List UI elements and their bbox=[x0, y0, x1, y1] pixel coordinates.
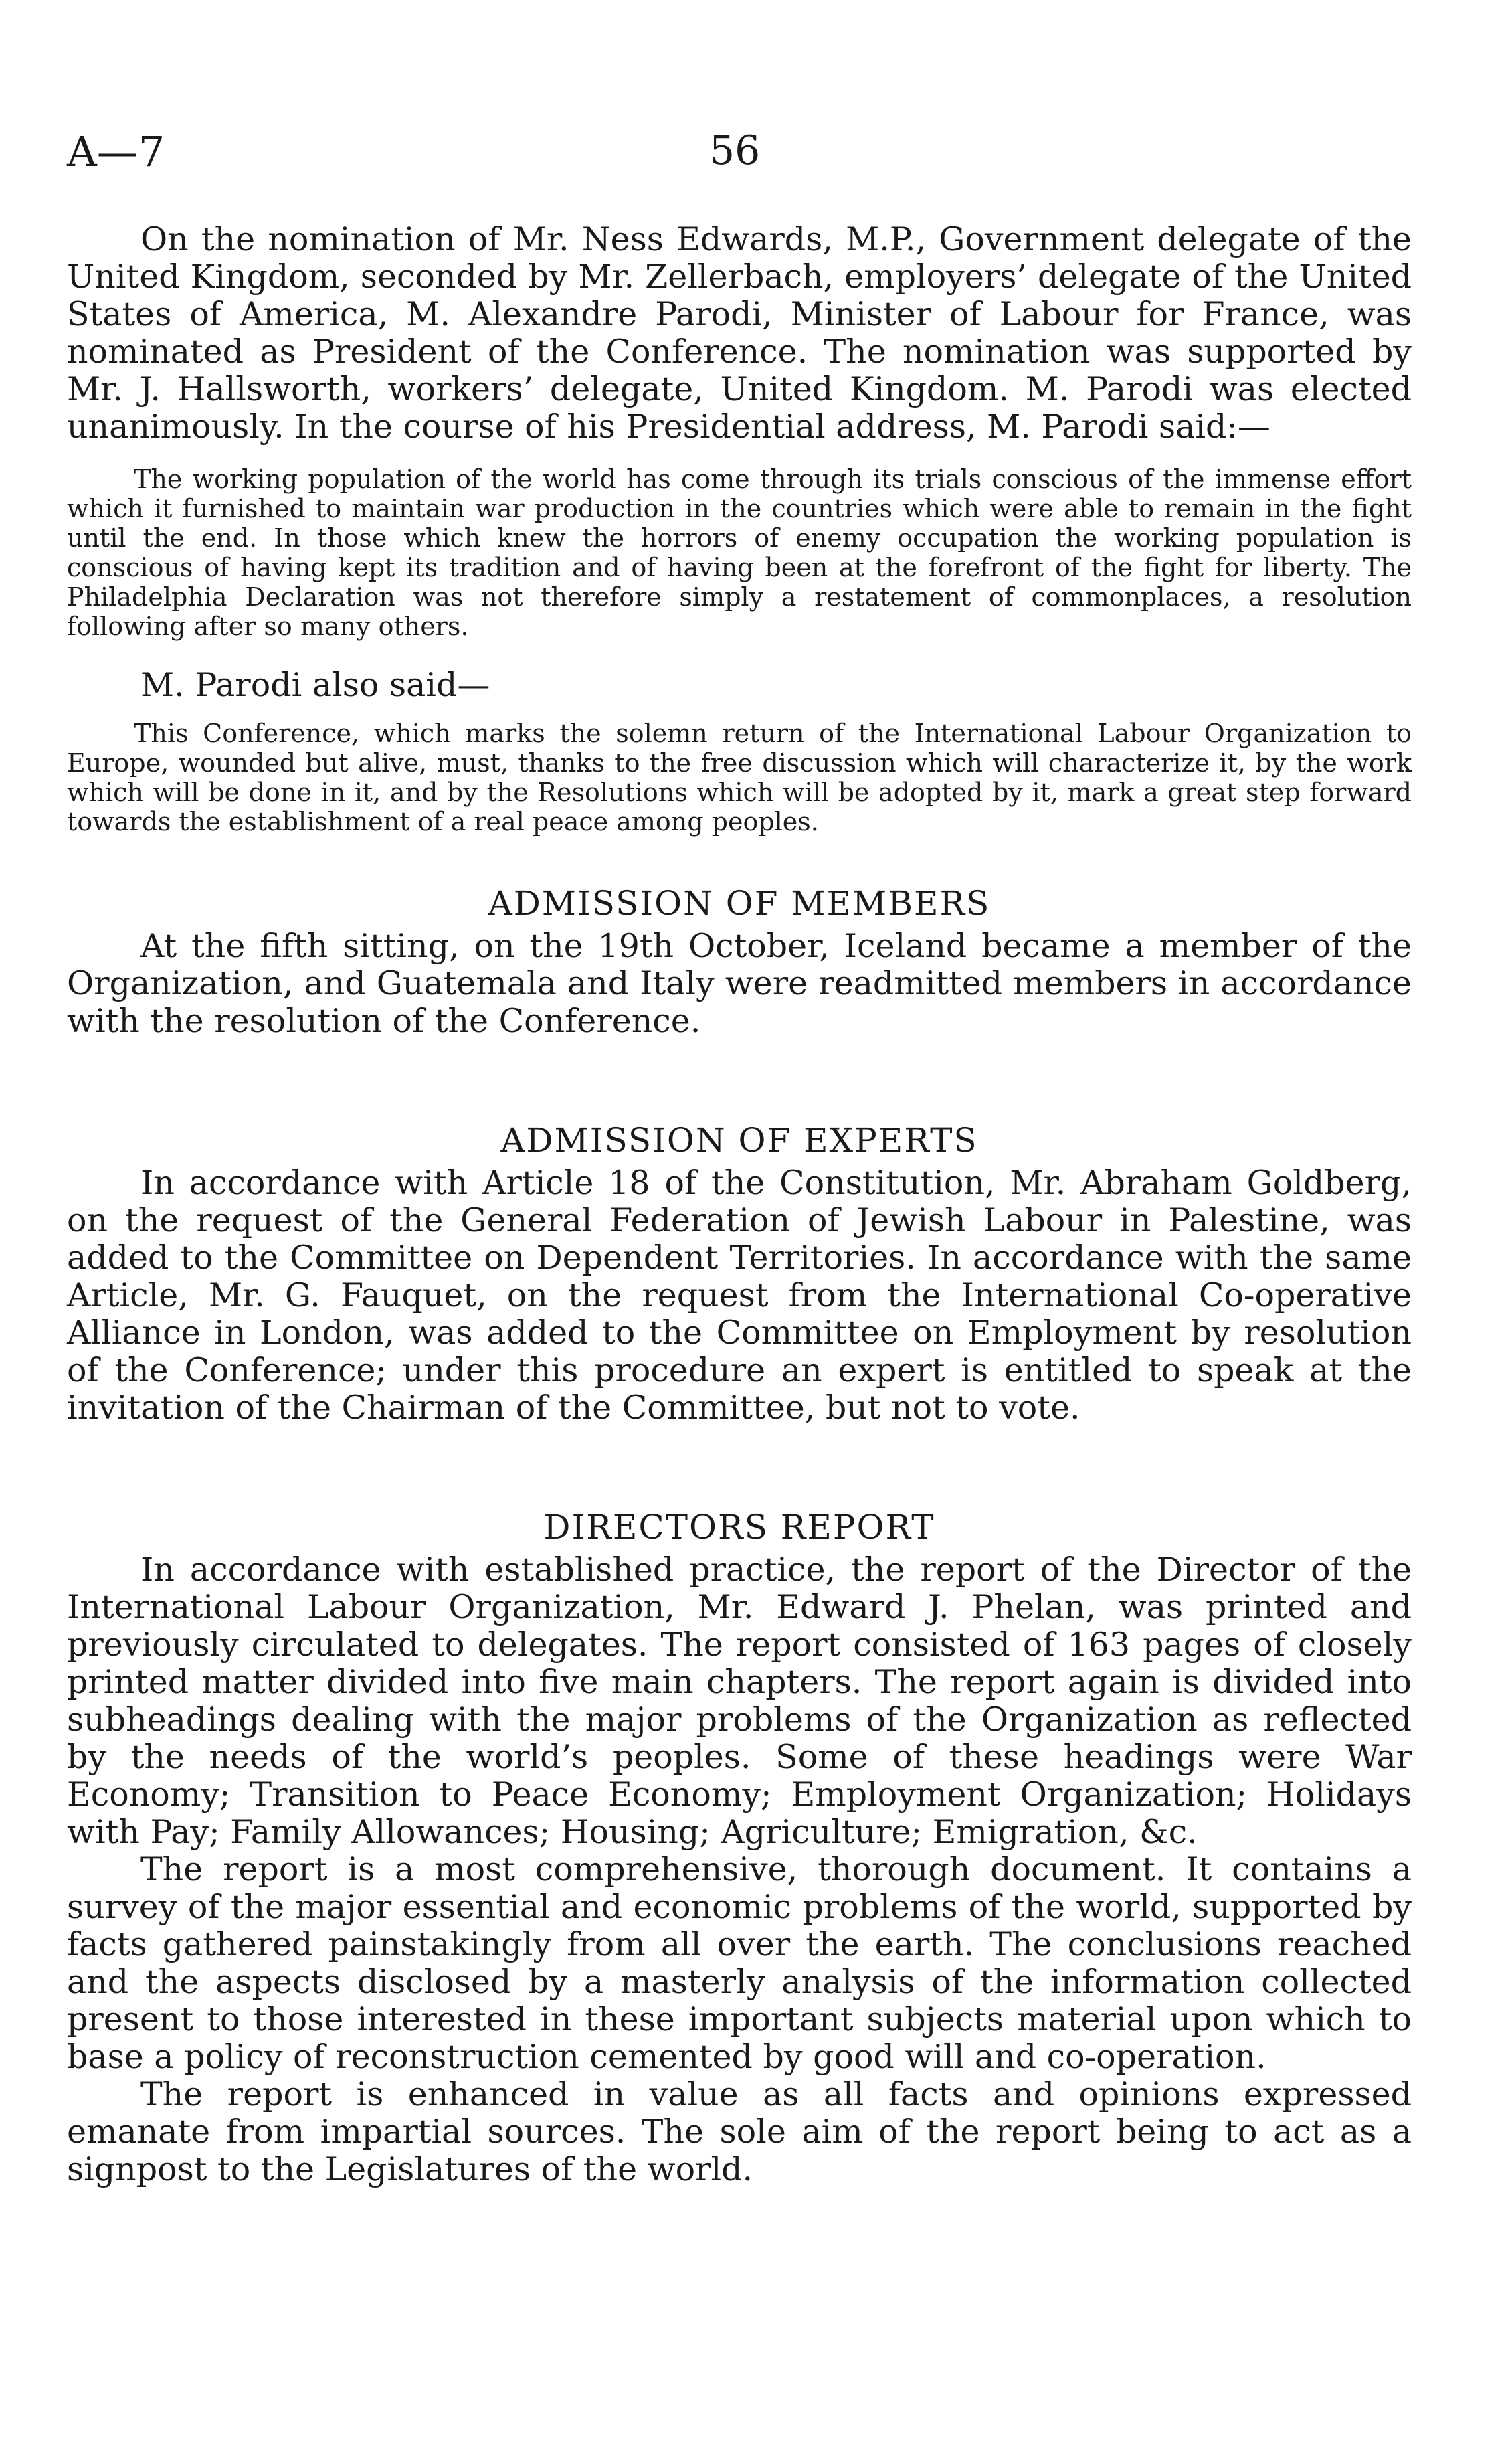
heading-admission-of-experts: ADMISSION OF EXPERTS bbox=[500, 1121, 978, 1160]
page-body bbox=[67, 221, 1412, 2188]
page-header bbox=[67, 127, 1412, 187]
document-code: A—7 bbox=[67, 127, 165, 176]
admission-of-members-paragraph: At the fifth sitting, on the 19th October, Iceland became a member of the Organization, and Guatemala and Italy were readmitted members in accordance with the resolution of the Conference. bbox=[67, 927, 1412, 1040]
parodi-quote-2: This Conference, which marks the solemn return of the International Labour Organization to Europe, wounded but alive, must, thanks to the free discussion which will characterize it, by the work which will be done in it, and by the Resolutions which will be adopted by it, mark a great step forward towards the establishment of a real peace among peoples. bbox=[67, 719, 1412, 837]
heading-directors-report: DIRECTORS REPORT bbox=[543, 1508, 935, 1547]
heading-admission-of-members: ADMISSION OF MEMBERS bbox=[488, 884, 991, 923]
intro-paragraph: On the nomination of Mr. Ness Edwards, M.P., Government delegate of the United Kingdom, seconded by Mr. Zellerbach, employers’ delegate of the United States of America, M. Alexandre Parodi, Minister of Labour for France, was nominated as President of the Conference. The nomination was supported by Mr. J. Hallsworth, workers’ delegate, United Kingdom. M. Parodi was elected unanimously. In the course of his Presidential address, M. Parodi said:— bbox=[67, 220, 1412, 446]
parodi-also-said: M. Parodi also said— bbox=[140, 666, 490, 704]
admission-of-experts-paragraph: In accordance with Article 18 of the Constitution, Mr. Abraham Goldberg, on the request of the General Federation of Jewish Labour in Palestine, was added to the Committee on Dependent Territories. In accordance with the same Article, Mr. G. Fauquet, on the request from the International Co-operative Alliance in London, was added to the Committee on Employment by resolution of the Conference; under this procedure an expert is entitled to speak at the invitation of the Chairman of the Committee, but not to vote. bbox=[67, 1164, 1412, 1427]
directors-report-paragraph-2: The report is a most comprehensive, thorough document. It contains a survey of the major essential and economic problems of the world, supported by facts gathered painstakingly from all over the earth. The conclusions reached and the aspects disclosed by a masterly analysis of the information collected present to those interested in these important subjects material upon which to base a policy of reconstruction cemented by good will and co-operation. bbox=[67, 1850, 1412, 2076]
page-number: 56 bbox=[709, 127, 761, 174]
parodi-quote: The working population of the world has come through its trials conscious of the immense effort which it furnished to maintain war production in the countries which were able to remain in the fight until the end. In those which knew the horrors of enemy occupation the working population is conscious of having kept its tradition and of having been at the forefront of the fight for liberty. The Philadelphia Declaration was not therefore simply a restatement of commonplaces, a resolution following after so many others. bbox=[67, 464, 1412, 641]
directors-report-paragraph-1: In accordance with established practice, the report of the Director of the International Labour Organization, Mr. Edward J. Phelan, was printed and previously circulated to delegates. The report consisted of 163 pages of closely printed matter divided into five main chapters. The report again is divided into subheadings dealing with the major problems of the Organization as reflected by the needs of the world’s peoples. Some of these headings were War Economy; Transition to Peace Economy; Employment Organization; Holidays with Pay; Family Allowances; Housing; Agriculture; Emigration, &c. bbox=[67, 1551, 1412, 1851]
directors-report-paragraph-3: The report is enhanced in value as all facts and opinions expressed emanate from impartial sources. The sole aim of the report being to act as a signpost to the Legislatures of the world. bbox=[67, 2075, 1412, 2188]
